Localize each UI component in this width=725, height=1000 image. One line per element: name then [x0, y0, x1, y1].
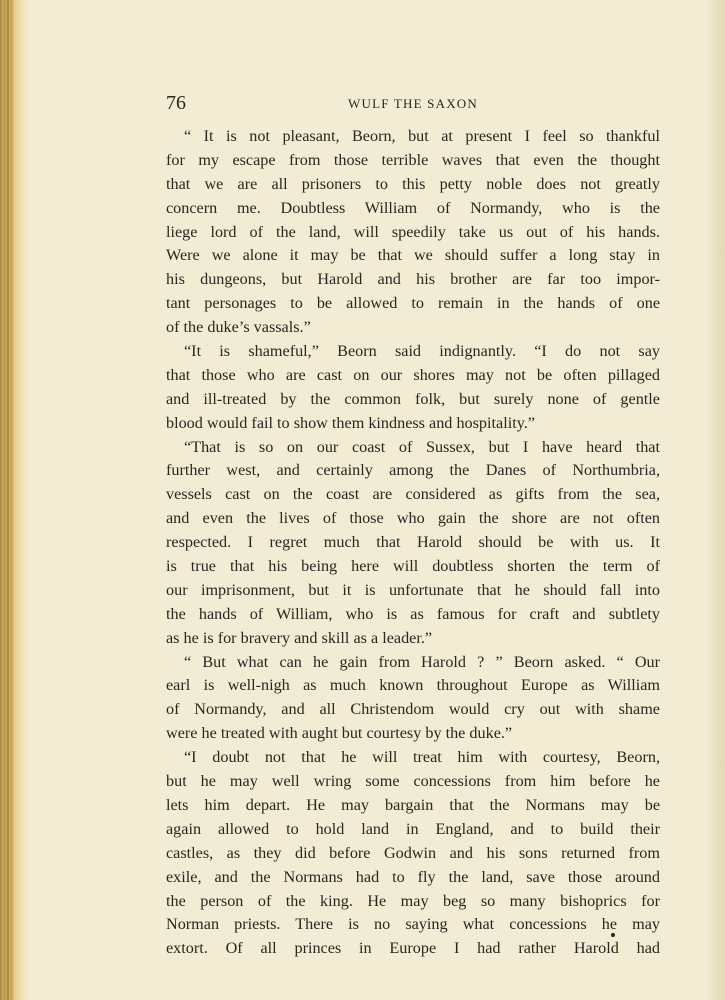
- book-binding-edge: [0, 0, 30, 1000]
- text-line: is true that his being here will doubtless shorten the term of: [166, 557, 660, 576]
- text-line: and even the lives of those who gain the shore are not often: [166, 509, 660, 528]
- text-line: that those who are cast on our shores may not be often pillaged: [166, 365, 660, 384]
- text-line: Norman priests. There is no saying what concessions he may: [166, 915, 660, 934]
- text-line: as he is for bravery and skill as a leader.”: [166, 628, 433, 647]
- text-line: “ It is not pleasant, Beorn, but at present I feel so thankful: [184, 127, 660, 145]
- text-line: “I doubt not that he will treat him with courtesy, Beorn,: [184, 748, 660, 767]
- text-line: and ill-treated by the common folk, but surely none of gentle: [166, 389, 660, 408]
- page-edge-shadow: [705, 0, 725, 1000]
- text-line: that we are all prisoners to this petty noble does not greatly: [166, 174, 660, 193]
- text-line: lets him depart. He may bargain that the Normans may be: [166, 795, 660, 814]
- text-line: exile, and the Normans had to fly the land, save those around: [166, 867, 660, 886]
- text-line: tant personages to be allowed to remain in the hands of one: [166, 294, 660, 313]
- body-text: [166, 125, 660, 961]
- text-line: further west, and certainly among the Danes of Northumbria,: [166, 461, 660, 480]
- text-line: respected. I regret much that Harold should be with us. It: [166, 533, 660, 552]
- text-line: concern me. Doubtless William of Normandy, who is the: [166, 198, 660, 217]
- text-line: of the duke’s vassals.”: [166, 318, 311, 337]
- text-line: the person of the king. He may beg so many bishoprics for: [166, 891, 660, 910]
- text-line: “ But what can he gain from Harold ? ” Beorn asked. “ Our: [184, 652, 660, 671]
- page-header: [166, 92, 660, 116]
- text-line: but he may well wring some concessions from him before he: [166, 772, 660, 791]
- text-line: “That is so on our coast of Sussex, but I have heard that: [184, 437, 660, 456]
- page-number: 76: [166, 92, 186, 114]
- text-line: again allowed to hold land in England, and to build their: [166, 819, 660, 838]
- running-head: WULF THE SAXON: [348, 96, 478, 111]
- ink-speck: [611, 933, 615, 937]
- text-line: of Normandy, and all Christendom would cry out with shame: [166, 700, 660, 719]
- text-line: our imprisonment, but it is unfortunate that he should fall into: [166, 580, 660, 599]
- text-line: his dungeons, but Harold and his brother are far too impor-: [166, 270, 660, 289]
- text-line: the hands of William, who is as famous for craft and subtlety: [166, 604, 660, 623]
- text-line: blood would fail to show them kindness and hospitality.”: [166, 413, 535, 432]
- text-line: extort. Of all princes in Europe I had rather Harold had: [166, 939, 660, 958]
- binding-line: [7, 0, 9, 1000]
- text-line: were he treated with aught but courtesy by the duke.”: [166, 724, 513, 743]
- text-line: vessels cast on the coast are considered as gifts from the sea,: [166, 485, 660, 504]
- text-line: castles, as they did before Godwin and his sons returned from: [166, 843, 660, 862]
- text-line: Were we alone it may be that we should suffer a long stay in: [166, 246, 660, 265]
- text-line: earl is well-nigh as much known throughout Europe as William: [166, 676, 660, 695]
- text-line: liege lord of the land, will speedily take us out of his hands.: [166, 222, 660, 241]
- text-line: “It is shameful,” Beorn said indignantly. “I do not say: [184, 342, 660, 361]
- text-line: for my escape from those terrible waves that even the thought: [166, 150, 660, 169]
